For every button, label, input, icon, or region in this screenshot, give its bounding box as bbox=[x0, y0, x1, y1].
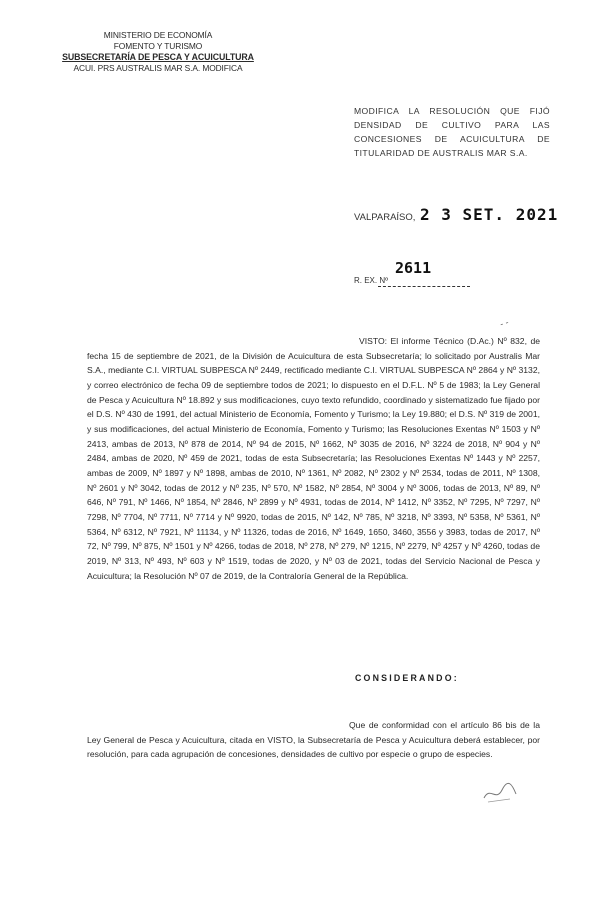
resolution-number-line bbox=[378, 286, 470, 287]
place-label: VALPARAÍSO, bbox=[354, 212, 416, 223]
visto-text: VISTO: El informe Técnico (D.Ac.) Nº 832, de fecha 15 de septiembre de 2021, de la División de Acuicultura de esta Subsecretaría; lo solicitado por Australis Mar S.A., mediante C.I. VIRTUAL SUBPESCA Nº 2449, rectificado mediante C.I. VIRTUAL SUBPESCA Nº 2864 y Nº 3132, y correo electrónico de fecha 09 de septiembre todos de 2021; lo dispuesto en el D.F.L. Nº 5 de 1983; la Ley General de Pesca y Acuicultura Nº 18.892 y sus modificaciones, cuyo texto refundido, coordinado y sistematizado fue fijado por el D.S. Nº 430 de 1991, del actual Ministerio de Economía, Fomento y Turismo; la Ley 19.880; el D.S. Nº 319 de 2001, y sus modificaciones, del actual Ministerio de Economía, Fomento y Turismo; las Resoluciones Exentas Nº 1503 y Nº 2413, ambas de 2013, Nº 878 de 2014, Nº 94 de 2015, Nº 1662, Nº 3035 de 2016, Nº 3224 de 2018, Nº 904 y Nº 2484, ambas de 2020, Nº 459 de 2021, todas de esta Subsecretaría; las Resoluciones Exentas Nº 1443 y Nº 2257, ambas de 2009, Nº 1897 y Nº 1898, ambas de 2010, Nº 1361, Nº 2082, Nº 2302 y Nº 2534, todas de 2011, Nº 1308, Nº 2601 y Nº 3042, todas de 2012 y Nº 235, Nº 570, Nº 1582, Nº 2854, Nº 3004 y Nº 3006, todas de 2013, Nº 89, Nº 646, Nº 791, Nº 1466, Nº 1854, Nº 2846, Nº 2899 y Nº 4931, todas de 2014, Nº 1412, Nº 3352, Nº 7295, Nº 7297, Nº 7298, Nº 7704, Nº 7711, Nº 7714 y Nº 9920, todas de 2015, Nº 142, Nº 785, Nº 3218, Nº 3393, Nº 5358, Nº 5361, Nº 5364, Nº 6312, Nº 7921, Nº 11134, y Nº 11326, todas de 2016, Nº 1649, 1650, 3460, 3556 y 3983, todas de 2017, Nº 72, Nº 799, Nº 875, Nº 1501 y Nº 4266, todas de 2018, Nº 278, Nº 279, Nº 1215, Nº 2279, Nº 4257 y Nº 4260, todas de 2019, Nº 313, Nº 493, Nº 603 y Nº 1519, todas de 2020, y Nº 03 de 2021, todas del Servicio Nacional de Pesca y Acuicultura; la Resolución Nº 07 de 2019, de la Contraloría General de la República. bbox=[87, 336, 540, 581]
handwritten-mark: - - bbox=[498, 316, 510, 330]
letterhead-ministry: MINISTERIO DE ECONOMÍA bbox=[103, 30, 213, 40]
date-stamp: 2 3 SET. 2021 bbox=[420, 205, 559, 224]
visto-paragraph bbox=[87, 334, 540, 583]
considerando-text: Que de conformidad con el artículo 86 bis de la Ley General de Pesca y Acuicultura, citada en VISTO, la Subsecretaría de Pesca y Acuicultura deberá establecer, por resolución, para cada agrupación de concesiones, densidades de cultivo por especie o grupo de especies. bbox=[87, 720, 540, 760]
letterhead bbox=[58, 30, 258, 74]
initials-signature-icon bbox=[480, 780, 520, 806]
letterhead-subsecretariat: SUBSECRETARÍA DE PESCA Y ACUICULTURA bbox=[62, 52, 254, 62]
document-subject: MODIFICA LA RESOLUCIÓN QUE FIJÓ DENSIDAD DE CULTIVO PARA LAS CONCESIONES DE ACUICULTURA DE TITULARIDAD DE AUSTRALIS MAR S.A. bbox=[354, 106, 550, 158]
resolution-number: 2611 bbox=[395, 259, 432, 277]
letterhead-department: FOMENTO Y TURISMO bbox=[113, 41, 203, 51]
resolution-label: R. EX. Nº bbox=[354, 276, 389, 285]
considerando-paragraph-1 bbox=[87, 718, 540, 762]
considerando-heading: CONSIDERANDO: bbox=[355, 673, 459, 683]
letterhead-reference: ACUI. PRS AUSTRALIS MAR S.A. MODIFICA bbox=[73, 63, 243, 73]
